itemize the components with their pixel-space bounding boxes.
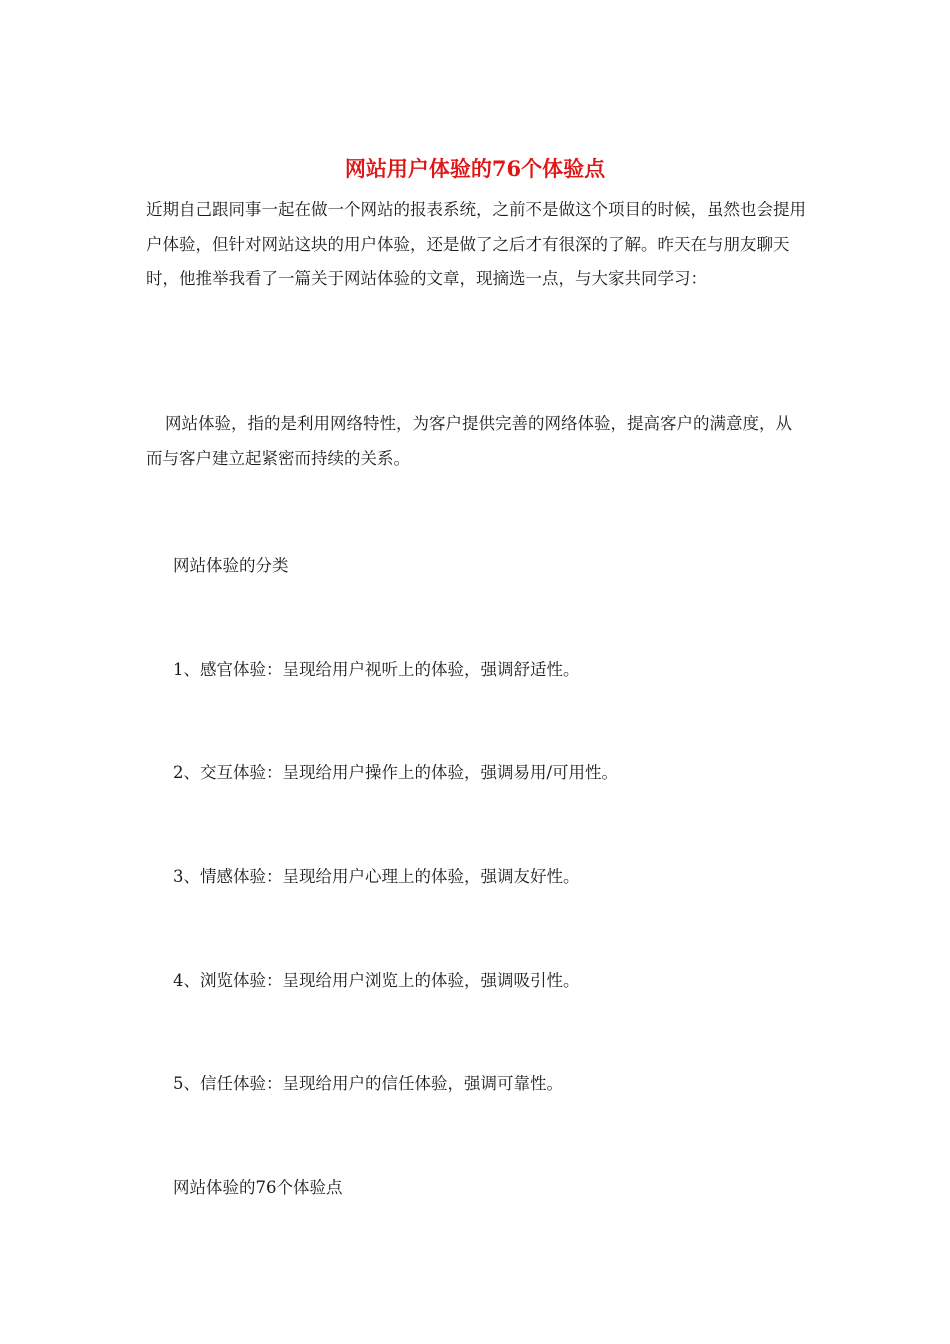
category-item-sensory: 1、感官体验：呈现给用户视听上的体验，强调舒适性。	[173, 660, 580, 679]
definition-paragraph: 网站体验，指的是利用网络特性，为客户提供完善的网络体验，提高客户的满意度，从而与客户建立起紧密而持续的关系。	[146, 414, 792, 468]
category-item-emotion: 3、情感体验：呈现给用户心理上的体验，强调友好性。	[173, 867, 580, 886]
category-item-interaction: 2、交互体验：呈现给用户操作上的体验，强调易用/可用性。	[173, 763, 619, 782]
category-item-trust: 5、信任体验：呈现给用户的信任体验，强调可靠性。	[173, 1074, 563, 1093]
intro-paragraph: 近期自己跟同事一起在做一个网站的报表系统，之前不是做这个项目的时候，虽然也会提用户体验，但针对网站这块的用户体验，还是做了之后才有很深的了解。昨天在与朋友聊天时，他推举我看了一篇关于网站体验的文章，现摘选一点，与大家共同学习：	[146, 200, 806, 288]
points-heading: 网站体验的76个体验点	[173, 1178, 343, 1197]
document-title: 网站用户体验的76个体验点	[344, 156, 606, 181]
category-item-browsing: 4、浏览体验：呈现给用户浏览上的体验，强调吸引性。	[173, 971, 580, 990]
category-heading: 网站体验的分类	[173, 556, 289, 575]
